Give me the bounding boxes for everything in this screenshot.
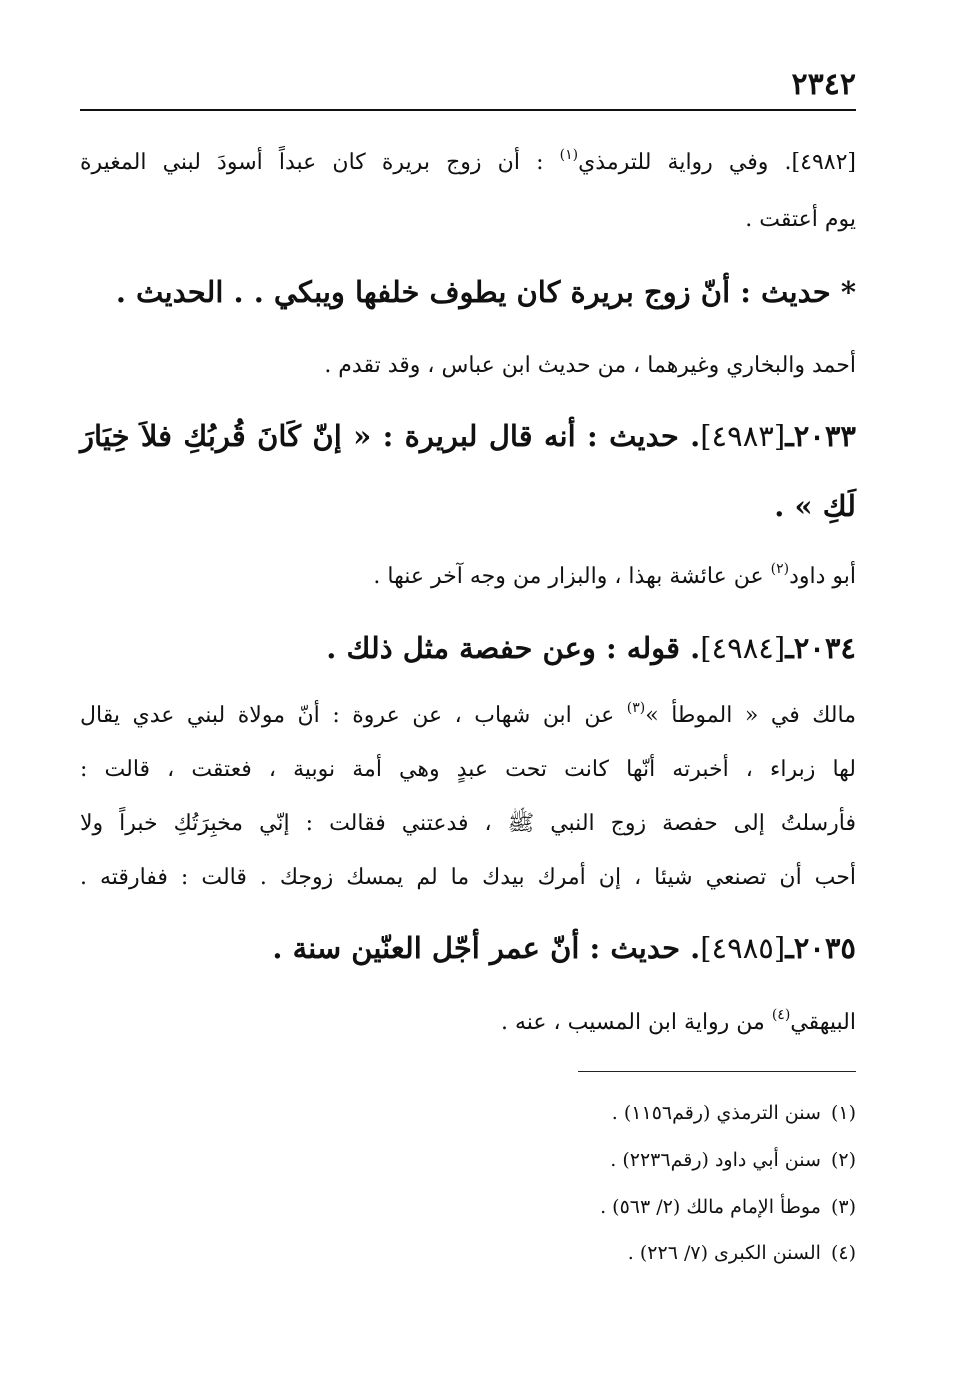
entry-2034-text: . قوله : وعن حفصة مثل ذلك .	[326, 631, 701, 665]
footnote-4-text: السنن الكبرى (٧/ ٢٢٦) .	[627, 1242, 821, 1264]
entry-2034-number: ٢٠٣٤ـ	[785, 631, 856, 665]
footnote-ref-1[interactable]: (١)	[559, 147, 579, 163]
entry-4982-text-start: [٤٩٨٢]. وفي رواية للترمذي	[578, 150, 856, 175]
footnote-ref-2[interactable]: (٢)	[770, 561, 790, 577]
entry-4982-text-end: : أن زوج بريرة كان عبداً أسودَ لبني المغيرة	[80, 150, 560, 175]
entry-2033-line-2: لَكِ » .	[774, 489, 856, 523]
footnote-4	[628, 1240, 856, 1266]
entry-2033-source-start: أبو داود	[789, 564, 856, 589]
header-rule	[80, 109, 856, 111]
entry-2035-source	[501, 1008, 856, 1038]
footnote-2-mark: (٢)	[830, 1149, 856, 1171]
entry-2035-text: . حديث : أنّ عمر أجّل العنّين سنة .	[272, 931, 701, 965]
entry-2034-para-line-1	[80, 701, 856, 731]
entry-2033-number: ٢٠٣٣ـ	[785, 419, 856, 453]
entry-2034-bracket: [٤٩٨٤]	[700, 631, 786, 665]
entry-2035-source-start: البيهقي	[790, 1010, 856, 1035]
footnote-2-text: سنن أبي داود (رقم٢٢٣٦) .	[610, 1149, 821, 1171]
footnote-2	[610, 1147, 856, 1173]
entry-2033-text: . حديث : أنه قال لبريرة : « إنّ كَانَ قُربُكِ فلاَ خِيَارَ	[80, 419, 701, 453]
footnote-4-mark: (٤)	[830, 1242, 856, 1264]
footnote-1	[612, 1100, 856, 1126]
entry-2035-bracket: [٤٩٨٥]	[700, 931, 786, 965]
entry-2033-source-end: عن عائشة بهذا ، والبزار من وجه آخر عنها .	[373, 564, 771, 589]
page-number: ٢٣٤٢	[791, 67, 856, 102]
footnote-ref-3[interactable]: (٣)	[626, 700, 646, 716]
entry-2035-number: ٢٠٣٥ـ	[785, 931, 856, 965]
entry-2034-para-line-4: أحب أن تصنعي شيئا ، إن أمرك بيدك ما لم يمسك زوجك . قالت : ففارقته .	[80, 865, 856, 890]
entry-2035-heading	[272, 930, 856, 966]
footnote-3-mark: (٣)	[830, 1196, 856, 1218]
entry-2033-heading	[80, 418, 856, 454]
entry-2034-para-line-2: لها زبراء ، أخبرته أنّها كانت تحت عبدٍ وهي أمة نوبية ، فعتقت ، قالت :	[80, 757, 856, 782]
entry-2034-para-line-3: فأرسلتُ إلى حفصة زوج النبي ﷺ ، فدعتني فقالت : إنّي مخبِرَتُكِ خبراً ولا	[80, 811, 856, 836]
footnote-3	[600, 1194, 856, 1220]
entry-2035-source-end: من رواية ابن المسيب ، عنه .	[501, 1010, 772, 1035]
entry-2034-para-rest: عن ابن شهاب ، عن عروة : أنّ مولاة لبني عدي يقال	[80, 703, 627, 728]
footnote-ref-4[interactable]: (٤)	[771, 1007, 791, 1023]
footnote-1-mark: (١)	[830, 1102, 856, 1124]
footnote-3-text: موطأ الإمام مالك (٢/ ٥٦٣) .	[600, 1196, 821, 1218]
entry-4982-line-1	[80, 148, 856, 178]
hadith-zawj-source: أحمد والبخاري وغيرهما ، من حديث ابن عباس ، وقد تقدم .	[324, 353, 856, 378]
entry-2034-heading	[326, 630, 856, 666]
entry-2033-source	[373, 562, 856, 592]
hadith-heading-zawj-barira: * حديث : أنّ زوج بريرة كان يطوف خلفها ويبكي . . الحديث .	[115, 275, 856, 309]
entry-4982-line-2: يوم أعتقت .	[745, 207, 856, 232]
footnote-separator	[578, 1071, 856, 1072]
footnote-1-text: سنن الترمذي (رقم١١٥٦) .	[611, 1102, 821, 1124]
entry-2034-para-start: مالك في « الموطأ »	[645, 703, 856, 728]
entry-2033-bracket: [٤٩٨٣]	[700, 419, 786, 453]
